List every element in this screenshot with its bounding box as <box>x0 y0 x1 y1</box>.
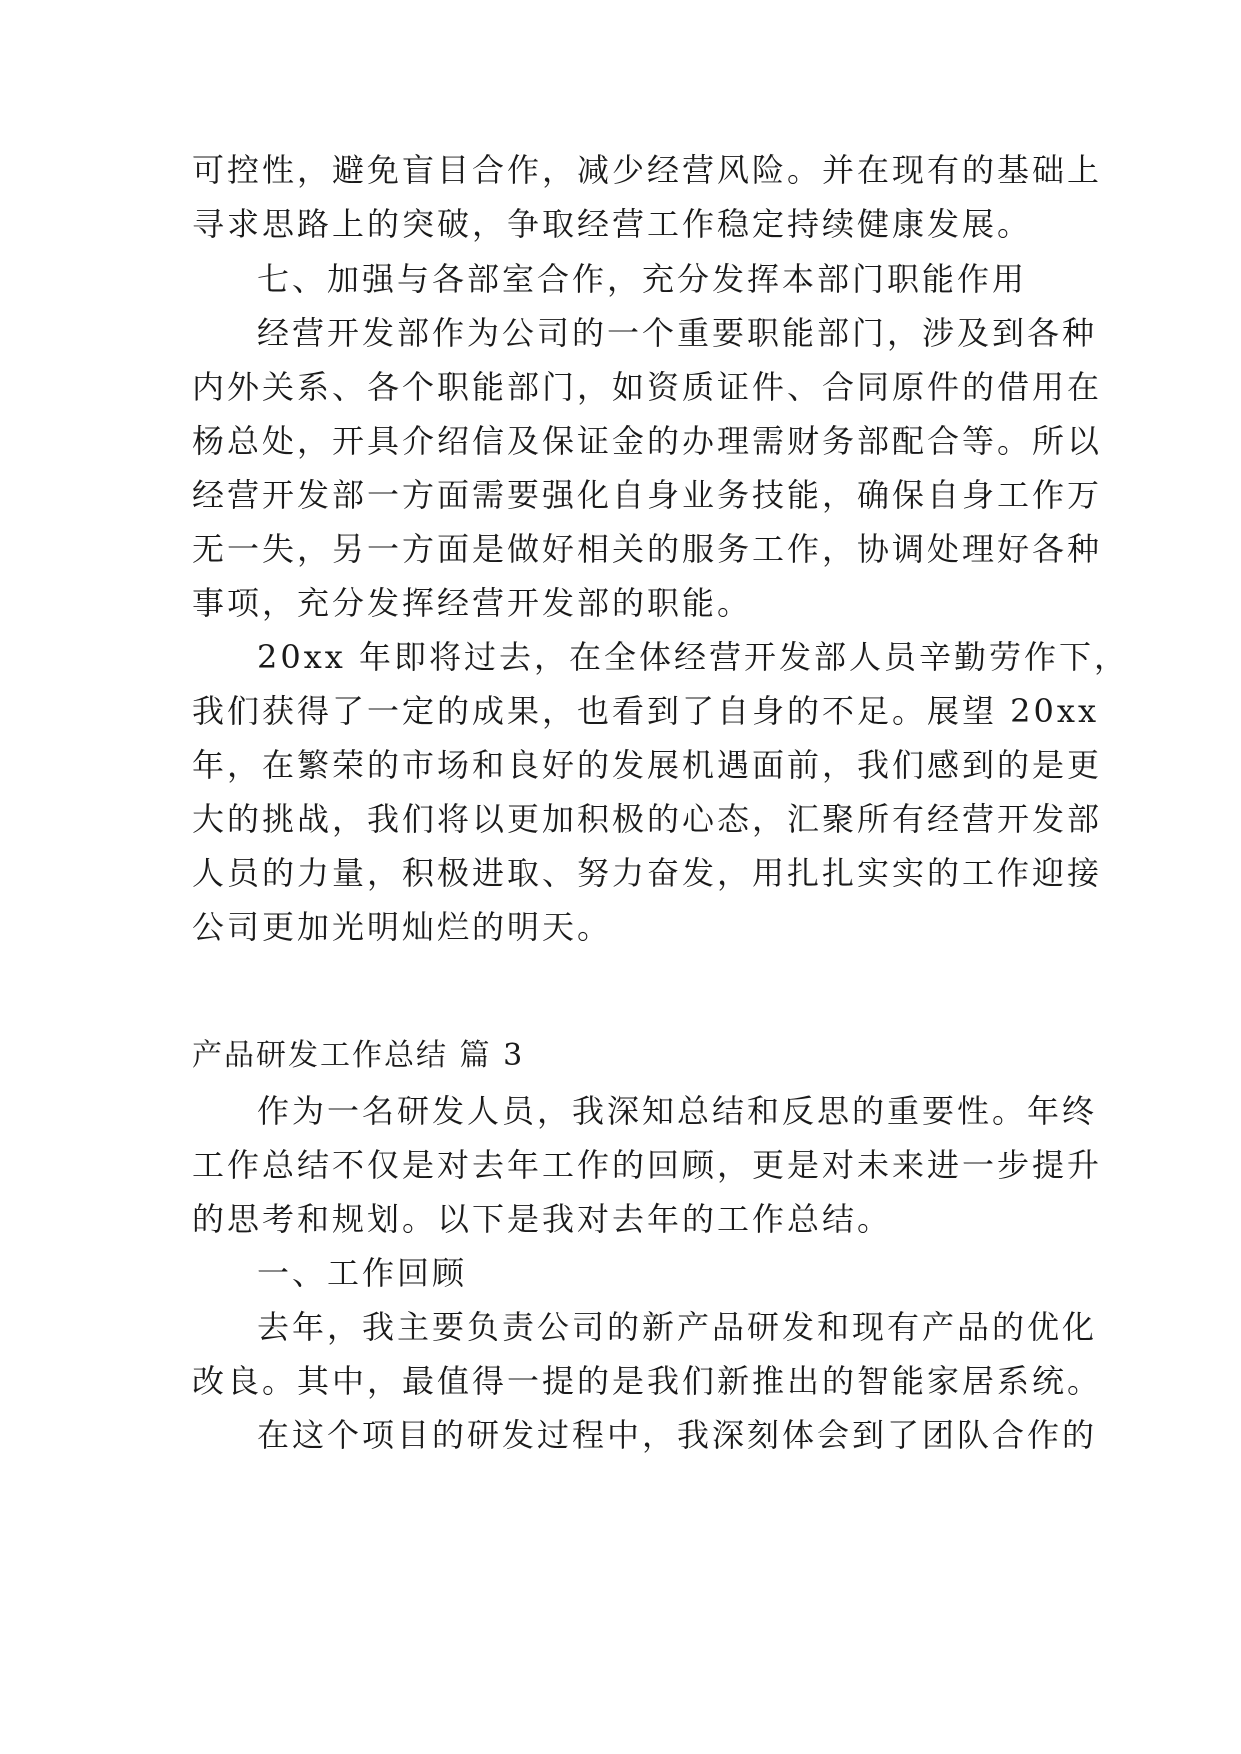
text-line: 事项，充分发挥经营开发部的职能。 <box>192 584 753 622</box>
text-line: 工作总结不仅是对去年工作的回顾，更是对未来进一步提升 <box>192 1146 1103 1184</box>
text-line: 寻求思路上的突破，争取经营工作稳定持续健康发展。 <box>192 205 1033 243</box>
text-line: 改良。其中，最值得一提的是我们新推出的智能家居系统。 <box>192 1362 1103 1400</box>
text-line: 20xx 年即将过去，在全体经营开发部人员辛勤劳作下， <box>257 638 1129 676</box>
text-line: 作为一名研发人员，我深知总结和反思的重要性。年终 <box>257 1092 1098 1130</box>
text-line: 内外关系、各个职能部门，如资质证件、合同原件的借用在 <box>192 368 1103 406</box>
text-line: 经营开发部作为公司的一个重要职能部门，涉及到各种 <box>257 314 1098 352</box>
text-line: 杨总处，开具介绍信及保证金的办理需财务部配合等。所以 <box>192 422 1103 460</box>
text-line: 可控性，避免盲目合作，减少经营风险。并在现有的基础上 <box>192 151 1103 189</box>
text-line: 我们获得了一定的成果，也看到了自身的不足。展望 20xx <box>192 692 1099 730</box>
text-line: 的思考和规划。以下是我对去年的工作总结。 <box>192 1200 893 1238</box>
text-line: 在这个项目的研发过程中，我深刻体会到了团队合作的 <box>257 1416 1098 1454</box>
section-heading: 一、工作回顾 <box>257 1254 468 1292</box>
text-line: 公司更加光明灿烂的明天。 <box>192 908 613 946</box>
text-line: 去年，我主要负责公司的新产品研发和现有产品的优化 <box>257 1308 1098 1346</box>
text-line: 年，在繁荣的市场和良好的发展机遇面前，我们感到的是更 <box>192 746 1103 784</box>
article-title: 产品研发工作总结 篇 3 <box>192 1038 525 1073</box>
text-line: 经营开发部一方面需要强化自身业务技能，确保自身工作万 <box>192 476 1103 514</box>
text-line: 大的挑战，我们将以更加积极的心态，汇聚所有经营开发部 <box>192 800 1103 838</box>
section-heading: 七、加强与各部室合作，充分发挥本部门职能作用 <box>257 260 1028 298</box>
text-line: 无一失，另一方面是做好相关的服务工作，协调处理好各种 <box>192 530 1103 568</box>
text-line: 人员的力量，积极进取、努力奋发，用扎扎实实的工作迎接 <box>192 854 1103 892</box>
